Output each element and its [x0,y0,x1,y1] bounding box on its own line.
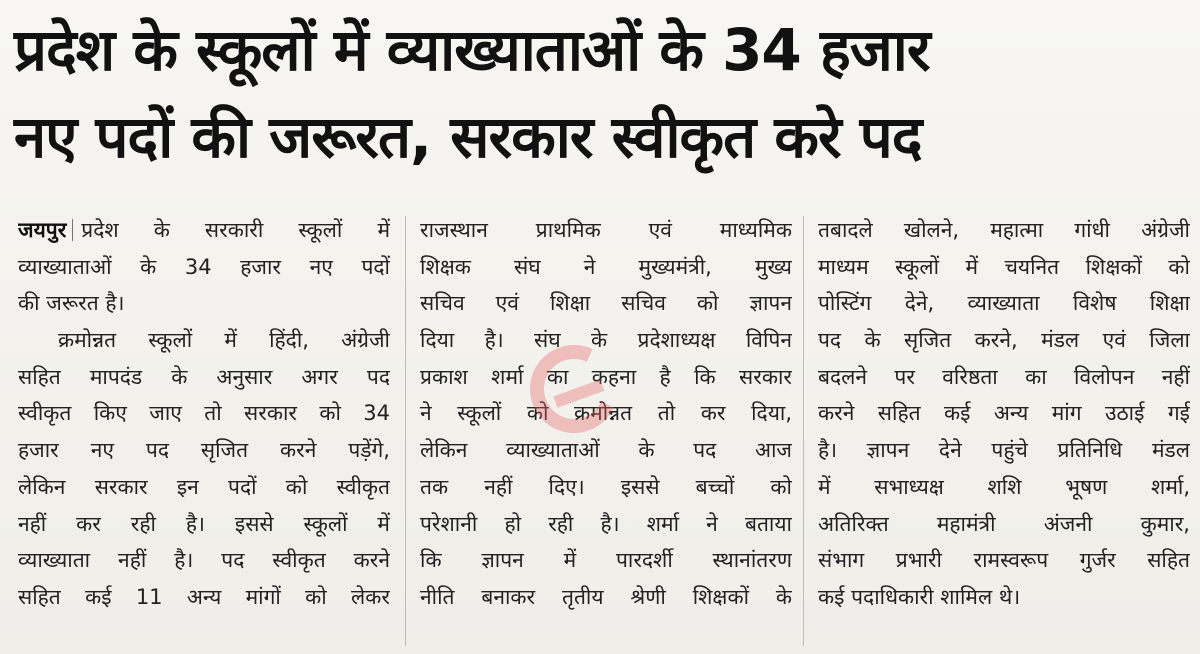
article-line: तबादले खोलने, महात्मा गांधी अंग्रेजी [818,218,1190,242]
article-line: की जरूरत है। [18,291,125,316]
dateline: जयपुर [18,218,67,242]
article-line [18,212,390,249]
article-line: सहित मापदंड के अनुसार अगर पद [18,364,390,389]
article-line: शिक्षक संघ ने मुख्यमंत्री, मुख्य [420,254,792,279]
article-line: तक नहीं दिए। इससे बच्चों को [420,474,792,499]
article-text: प्रदेश के सरकारी स्कूलों में [81,218,390,242]
article-line: दिया है। संघ के प्रदेशाध्यक्ष विपिन [420,328,792,353]
article-column-3 [818,212,1190,616]
article-line: राजस्थान प्राथमिक एवं माध्यमिक [420,218,792,242]
dateline-separator [72,219,73,241]
headline-line-2: नए पदों की जरूरत, सरकार स्वीकृत करे पद [14,103,922,171]
article-line: बदलने पर वरिष्ठता का विलोपन नहीं [818,364,1190,389]
article-line: नहीं कर रही है। इससे स्कूलों में [18,511,390,536]
article-line: पोस्टिंग देने, व्याख्याता विशेष शिक्षा [818,291,1190,316]
article-line: ने स्कूलों को क्रमोन्नत तो कर दिया, [420,401,792,426]
article-line: क्रमोन्नत स्कूलों में हिंदी, अंग्रेजी [58,328,390,353]
article-line: व्याख्याताओं के 34 हजार नए पदों [18,254,390,279]
article-line: सहित कई 11 अन्य मांगों को लेकर [18,584,390,609]
article-line: अतिरिक्त महामंत्री अंजनी कुमार, [818,511,1190,536]
article-line: सचिव एवं शिक्षा सचिव को ज्ञापन [420,291,792,316]
headline-line-1: प्रदेश के स्कूलों में व्याख्याताओं के 34 हजार [14,16,930,84]
article-line: परेशानी हो रही है। शर्मा ने बताया [420,511,792,536]
article-line: लेकिन व्याख्याताओं के पद आज [420,438,792,463]
article-line: में सभाध्यक्ष शशि भूषण शर्मा, [818,474,1190,499]
article-line: नीति बनाकर तृतीय श्रेणी शिक्षकों के [420,584,792,609]
article-line: प्रकाश शर्मा का कहना है कि सरकार [420,364,792,389]
article-line: स्वीकृत किए जाए तो सरकार को 34 [18,401,390,426]
article-line: कि ज्ञापन में पारदर्शी स्थानांतरण [420,548,792,573]
article-line: कई पदाधिकारी शामिल थे। [818,584,1021,609]
article-line: है। ज्ञापन देने पहुंचे प्रतिनिधि मंडल [818,438,1190,463]
article-line: व्याख्याता नहीं है। पद स्वीकृत करने [18,548,390,573]
column-divider [405,216,406,646]
article-line: हजार नए पद सृजित करने पड़ेंगे, [18,438,390,463]
article-line: करने सहित कई अन्य मांग उठाई गई [818,401,1190,426]
column-divider [803,216,804,646]
article-line: संभाग प्रभारी रामस्वरूप गुर्जर सहित [818,548,1190,573]
article-line: लेकिन सरकार इन पदों को स्वीकृत [18,474,390,499]
article-column-1 [18,212,390,616]
article-line: पद के सृजित करने, मंडल एवं जिला [818,328,1190,353]
article-line: माध्यम स्कूलों में चयनित शिक्षकों को [818,254,1190,279]
